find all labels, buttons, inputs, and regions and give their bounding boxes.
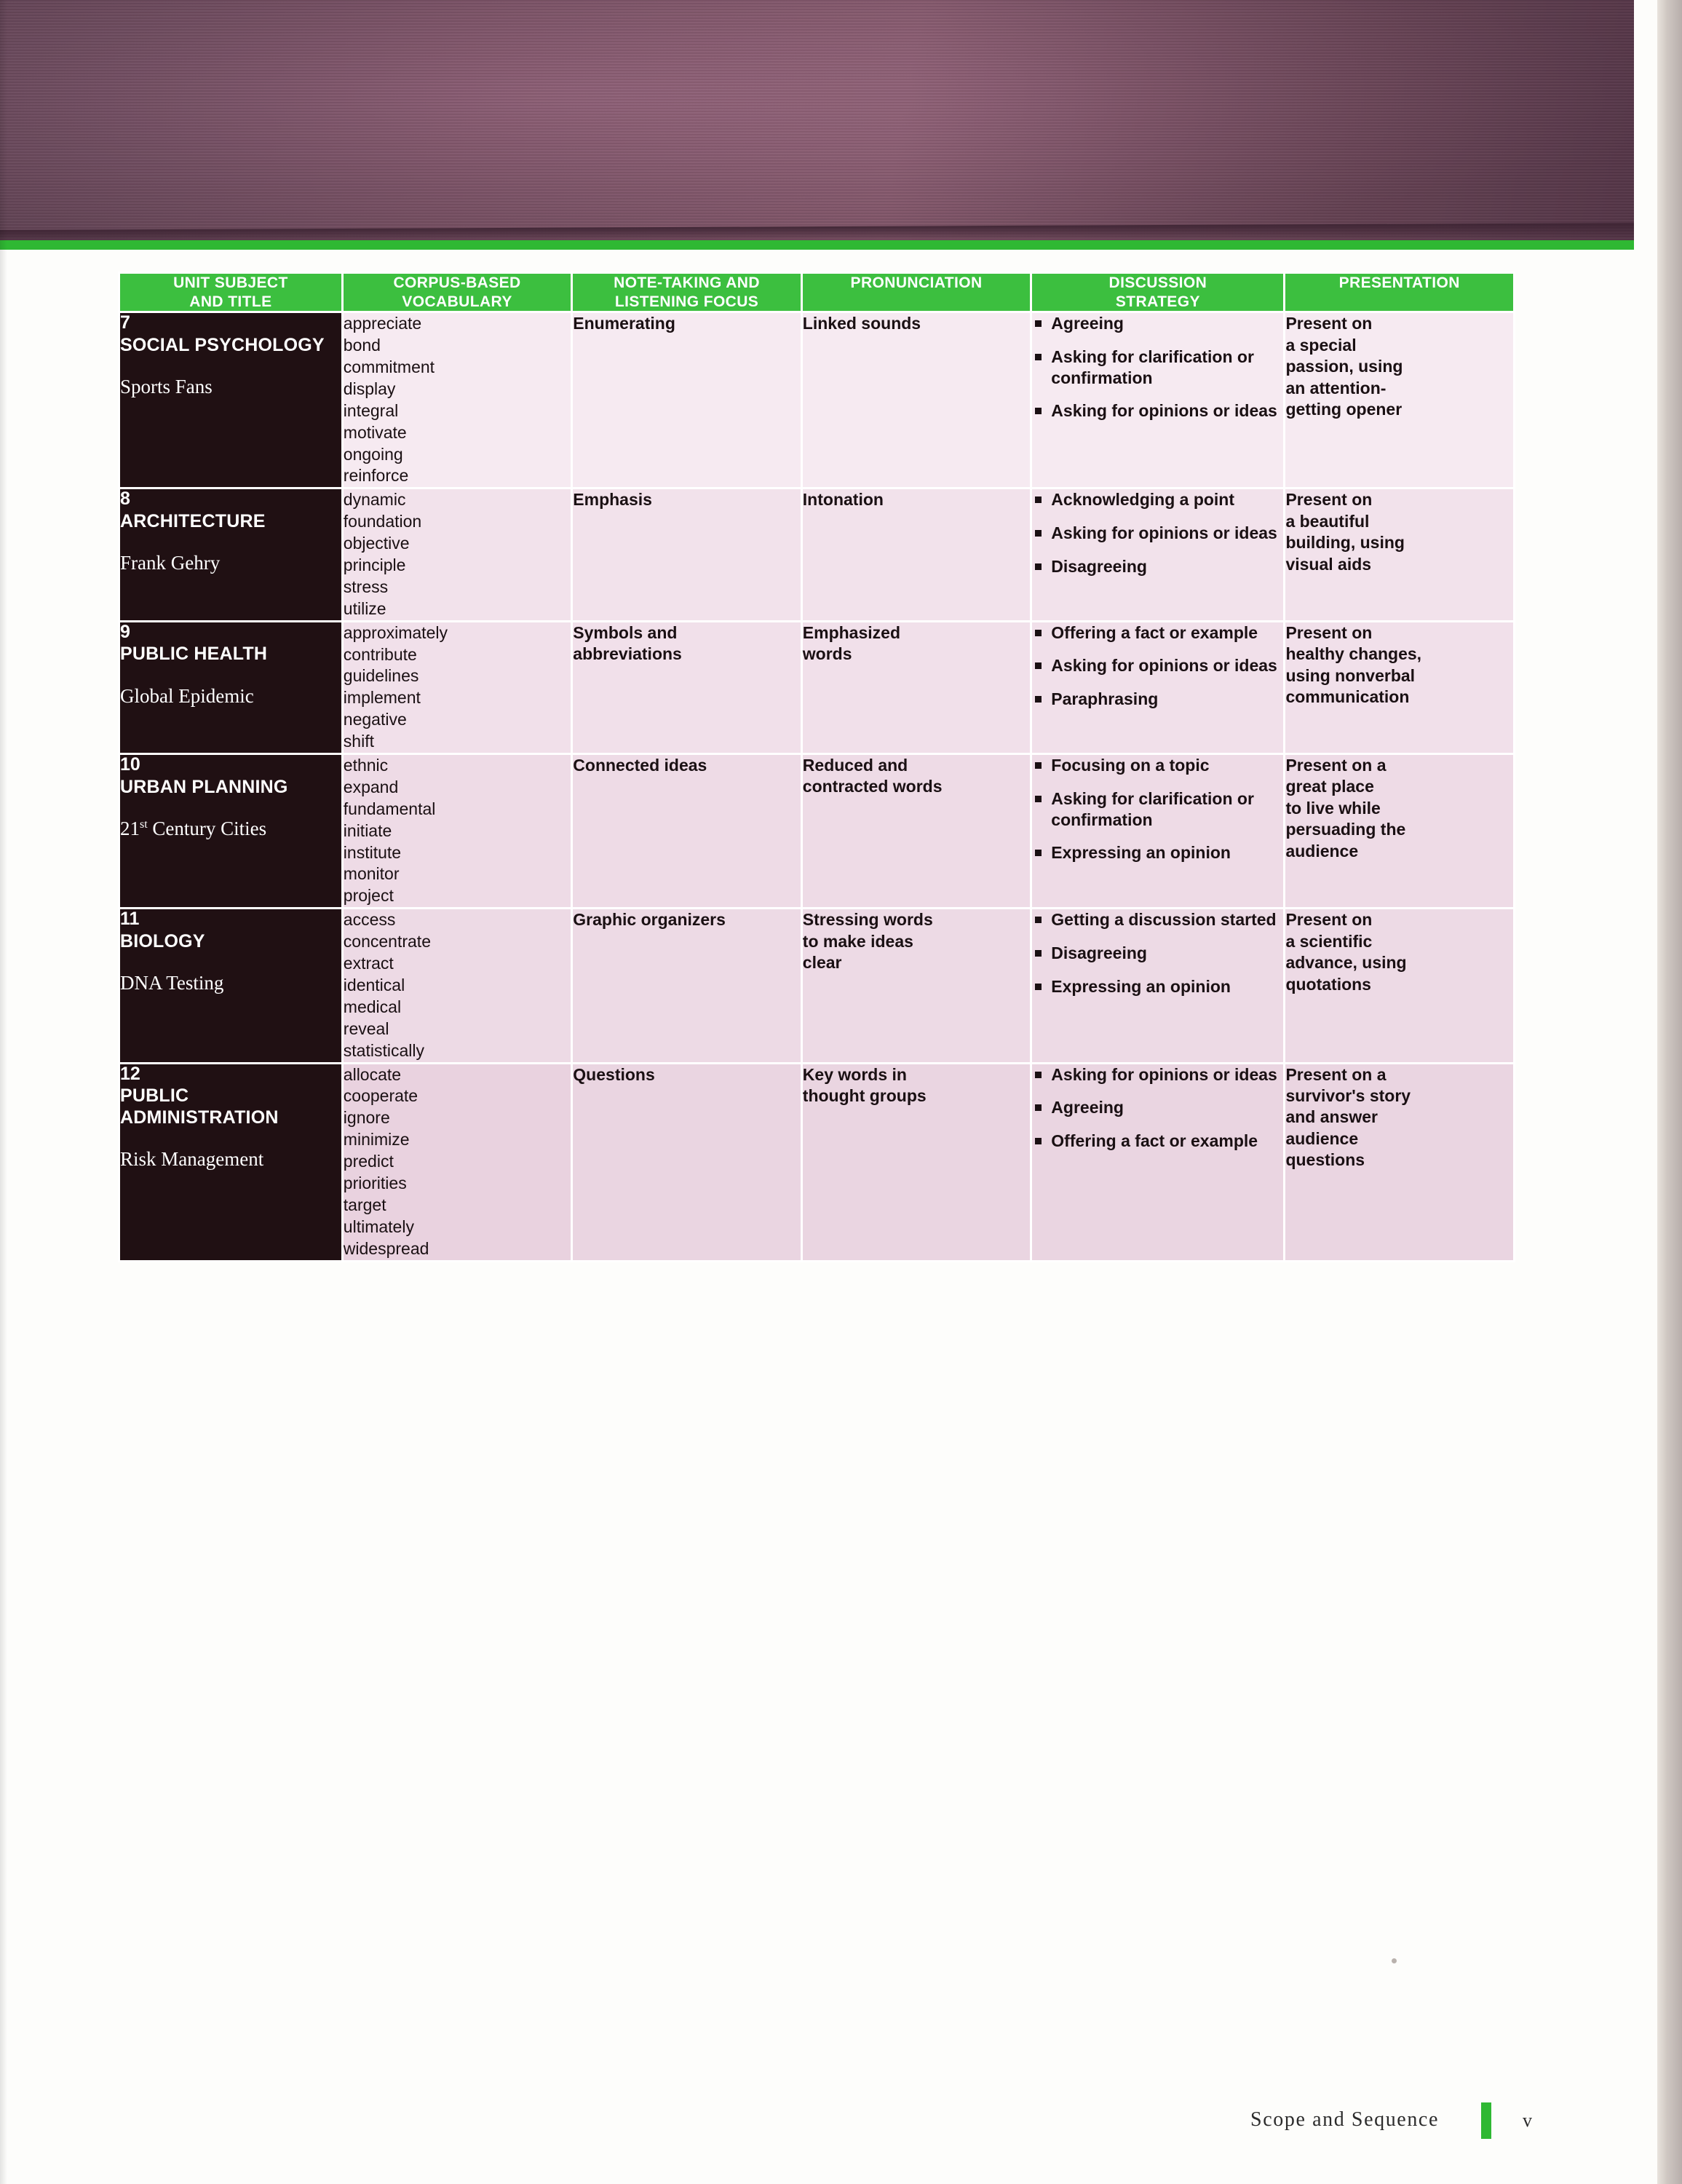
presentation-cell bbox=[1285, 754, 1515, 909]
pronunciation-cell bbox=[801, 312, 1031, 488]
vocabulary-word: commitment bbox=[343, 357, 435, 376]
page-footer bbox=[0, 2101, 1634, 2145]
vocabulary-word: stress bbox=[343, 577, 389, 596]
vocabulary-word: foundation bbox=[343, 512, 422, 531]
presentation-cell bbox=[1285, 909, 1515, 1063]
column-header-line1: UNIT SUBJECT bbox=[173, 274, 288, 291]
column-header-line1: CORPUS-BASED bbox=[393, 274, 521, 291]
pronunciation-cell bbox=[801, 909, 1031, 1063]
footer-section-label: Scope and Sequence bbox=[1250, 2108, 1439, 2131]
vocabulary-word: monitor bbox=[343, 864, 400, 884]
unit-subject: BIOLOGY bbox=[120, 930, 205, 951]
table-header-row bbox=[119, 273, 1515, 312]
column-header-line1: PRONUNCIATION bbox=[850, 274, 983, 291]
presentation-line: Present on bbox=[1285, 910, 1373, 930]
pronunciation-cell bbox=[801, 754, 1031, 909]
list-item: Asking for opinions or ideas bbox=[1032, 655, 1283, 676]
unit-title: Sports Fans bbox=[120, 376, 213, 398]
vocabulary-word: shift bbox=[343, 732, 374, 751]
vocabulary-word: priorities bbox=[343, 1173, 407, 1192]
presentation-line: building, using bbox=[1285, 533, 1405, 553]
discussion-strategy-cell bbox=[1031, 909, 1285, 1063]
unit-subject: URBAN PLANNING bbox=[120, 776, 288, 797]
discussion-strategy-cell bbox=[1031, 488, 1285, 621]
unit-number: 7 bbox=[120, 312, 130, 333]
pronunciation-line: Stressing words bbox=[802, 910, 933, 930]
presentation-line: to live while bbox=[1285, 798, 1381, 818]
presentation-cell bbox=[1285, 488, 1515, 621]
list-item: Focusing on a topic bbox=[1032, 755, 1283, 776]
vocabulary-word: concentrate bbox=[343, 932, 431, 951]
vocabulary-word: extract bbox=[343, 954, 394, 973]
vocabulary-word: statistically bbox=[343, 1040, 424, 1060]
vocabulary-word: predict bbox=[343, 1152, 394, 1171]
discussion-strategy-list bbox=[1032, 489, 1283, 577]
column-header-presentation bbox=[1285, 273, 1515, 312]
vocabulary-word: identical bbox=[343, 975, 405, 994]
vocabulary-word: widespread bbox=[343, 1238, 429, 1258]
table-row bbox=[119, 312, 1515, 488]
list-item: Offering a fact or example bbox=[1032, 1131, 1283, 1152]
column-header-line1: PRESENTATION bbox=[1338, 274, 1460, 291]
unit-subject-cell bbox=[119, 621, 343, 753]
pronunciation-line: Emphasized bbox=[802, 622, 901, 642]
discussion-strategy-list bbox=[1032, 755, 1283, 863]
unit-subject-cell bbox=[119, 754, 343, 909]
pronunciation-line: Reduced and bbox=[802, 756, 908, 775]
column-header-discussion-strategy bbox=[1031, 273, 1285, 312]
presentation-line: Present on bbox=[1285, 490, 1373, 510]
scope-and-sequence-table-wrapper bbox=[118, 272, 1515, 1262]
vocabulary-word: expand bbox=[343, 777, 399, 796]
presentation-line: healthy changes, bbox=[1285, 644, 1422, 664]
unit-subject: SOCIAL PSYCHOLOGY bbox=[120, 334, 325, 355]
pronunciation-cell bbox=[801, 488, 1031, 621]
pronunciation-line: contracted words bbox=[802, 777, 943, 796]
column-header-note-taking-and-listening-focus bbox=[572, 273, 802, 312]
unit-subject-cell bbox=[119, 909, 343, 1063]
scope-and-sequence-table bbox=[118, 272, 1515, 1262]
list-item: Disagreeing bbox=[1032, 556, 1283, 577]
unit-title: Global Epidemic bbox=[120, 684, 254, 707]
unit-number: 8 bbox=[120, 488, 130, 510]
unit-subject-cell bbox=[119, 1063, 343, 1261]
column-header-line2: AND TITLE bbox=[189, 293, 272, 310]
page-number: v bbox=[1523, 2110, 1532, 2131]
presentation-line: communication bbox=[1285, 687, 1410, 706]
list-item: Acknowledging a point bbox=[1032, 489, 1283, 510]
presentation-line: an attention- bbox=[1285, 378, 1387, 397]
vocabulary-cell bbox=[342, 621, 572, 753]
unit-subject: ARCHITECTURE bbox=[120, 510, 266, 531]
table-row bbox=[119, 1063, 1515, 1261]
discussion-strategy-list bbox=[1032, 622, 1283, 710]
vocabulary-word: cooperate bbox=[343, 1086, 418, 1106]
presentation-line: quotations bbox=[1285, 974, 1371, 994]
vocabulary-word: integral bbox=[343, 400, 399, 420]
column-header-line1: NOTE-TAKING AND bbox=[614, 274, 760, 291]
unit-number: 11 bbox=[120, 909, 140, 930]
table-row bbox=[119, 488, 1515, 621]
unit-number: 9 bbox=[120, 621, 130, 642]
list-item: Paraphrasing bbox=[1032, 689, 1283, 710]
vocabulary-word: access bbox=[343, 910, 396, 930]
note-taking-cell bbox=[572, 312, 802, 488]
vocabulary-word: fundamental bbox=[343, 799, 436, 818]
note-taking-line: Emphasis bbox=[573, 490, 652, 510]
vocabulary-word: target bbox=[343, 1195, 386, 1214]
vocabulary-word: objective bbox=[343, 534, 410, 553]
vocabulary-word: medical bbox=[343, 997, 402, 1016]
pronunciation-cell bbox=[801, 1063, 1031, 1261]
unit-subject: PUBLIC ADMINISTRATION bbox=[120, 1085, 279, 1128]
vocabulary-cell bbox=[342, 909, 572, 1063]
presentation-line: audience bbox=[1285, 1128, 1359, 1148]
vocabulary-word: contribute bbox=[343, 644, 417, 664]
vocabulary-word: appreciate bbox=[343, 314, 422, 333]
presentation-line: using nonverbal bbox=[1285, 665, 1416, 685]
unit-title: Frank Gehry bbox=[120, 552, 221, 574]
note-taking-line: Symbols and bbox=[573, 622, 678, 642]
page-header-photo-shading bbox=[0, 0, 1634, 240]
note-taking-line: Enumerating bbox=[573, 314, 675, 333]
presentation-line: passion, using bbox=[1285, 357, 1403, 376]
list-item: Disagreeing bbox=[1032, 943, 1283, 964]
note-taking-cell bbox=[572, 488, 802, 621]
vocabulary-word: ongoing bbox=[343, 444, 403, 464]
unit-title: DNA Testing bbox=[120, 972, 224, 994]
vocabulary-word: approximately bbox=[343, 622, 448, 642]
vocabulary-word: principle bbox=[343, 555, 406, 575]
vocabulary-word: ignore bbox=[343, 1108, 390, 1128]
note-taking-line: abbreviations bbox=[573, 644, 682, 664]
list-item: Expressing an opinion bbox=[1032, 842, 1283, 863]
presentation-line: a special bbox=[1285, 335, 1357, 355]
scan-speck bbox=[1392, 1958, 1397, 1963]
page-right-edge bbox=[1657, 0, 1682, 2184]
list-item: Offering a fact or example bbox=[1032, 622, 1283, 644]
discussion-strategy-cell bbox=[1031, 1063, 1285, 1261]
vocabulary-word: display bbox=[343, 379, 396, 398]
column-header-pronunciation bbox=[801, 273, 1031, 312]
presentation-line: a scientific bbox=[1285, 931, 1373, 951]
list-item: Getting a discussion started bbox=[1032, 909, 1283, 930]
list-item: Agreeing bbox=[1032, 1097, 1283, 1118]
pronunciation-line: to make ideas bbox=[802, 931, 913, 951]
vocabulary-word: guidelines bbox=[343, 666, 419, 686]
presentation-cell bbox=[1285, 621, 1515, 753]
note-taking-cell bbox=[572, 621, 802, 753]
green-divider-rule bbox=[0, 240, 1634, 250]
vocabulary-word: implement bbox=[343, 688, 421, 708]
list-item: Asking for clarification or confirmation bbox=[1032, 788, 1283, 831]
unit-subject-cell bbox=[119, 488, 343, 621]
vocabulary-word: reinforce bbox=[343, 466, 409, 486]
presentation-line: advance, using bbox=[1285, 953, 1407, 973]
vocabulary-word: ultimately bbox=[343, 1216, 414, 1236]
column-header-unit-subject-and-title bbox=[119, 273, 343, 312]
list-item: Asking for opinions or ideas bbox=[1032, 400, 1283, 422]
table-row bbox=[119, 754, 1515, 909]
presentation-line: persuading the bbox=[1285, 820, 1406, 839]
unit-number: 10 bbox=[120, 754, 140, 775]
list-item: Agreeing bbox=[1032, 313, 1283, 334]
pronunciation-line: clear bbox=[802, 953, 842, 973]
discussion-strategy-cell bbox=[1031, 621, 1285, 753]
presentation-cell bbox=[1285, 312, 1515, 488]
list-item: Asking for opinions or ideas bbox=[1032, 523, 1283, 544]
column-header-corpus-based-vocabulary bbox=[342, 273, 572, 312]
vocabulary-word: institute bbox=[343, 842, 402, 862]
note-taking-line: Connected ideas bbox=[573, 756, 707, 775]
list-item: Expressing an opinion bbox=[1032, 976, 1283, 997]
presentation-line: great place bbox=[1285, 777, 1374, 796]
vocabulary-word: dynamic bbox=[343, 490, 406, 510]
vocabulary-cell bbox=[342, 488, 572, 621]
note-taking-line: Questions bbox=[573, 1064, 655, 1084]
unit-number: 12 bbox=[120, 1063, 140, 1084]
presentation-line: and answer bbox=[1285, 1107, 1378, 1127]
footer-green-bar bbox=[1481, 2102, 1491, 2139]
presentation-line: a beautiful bbox=[1285, 511, 1370, 531]
vocabulary-cell bbox=[342, 312, 572, 488]
pronunciation-line: Intonation bbox=[802, 490, 884, 510]
vocabulary-word: minimize bbox=[343, 1130, 410, 1150]
column-header-line2: LISTENING FOCUS bbox=[614, 293, 759, 310]
presentation-line: Present on a bbox=[1285, 756, 1387, 775]
unit-title: 21st Century Cities bbox=[120, 818, 267, 840]
vocabulary-word: utilize bbox=[343, 598, 386, 618]
pronunciation-line: thought groups bbox=[802, 1085, 927, 1105]
note-taking-cell bbox=[572, 909, 802, 1063]
vocabulary-cell bbox=[342, 1063, 572, 1261]
vocabulary-word: negative bbox=[343, 710, 407, 729]
vocabulary-word: initiate bbox=[343, 820, 392, 840]
pronunciation-line: words bbox=[802, 644, 852, 664]
column-header-line1: DISCUSSION bbox=[1108, 274, 1207, 291]
presentation-line: visual aids bbox=[1285, 554, 1372, 574]
page-left-shadow bbox=[0, 0, 7, 2184]
table-row bbox=[119, 621, 1515, 753]
presentation-line: getting opener bbox=[1285, 399, 1403, 419]
column-header-line2: STRATEGY bbox=[1115, 293, 1200, 310]
list-item: Asking for clarification or confirmation bbox=[1032, 347, 1283, 389]
note-taking-line: Graphic organizers bbox=[573, 910, 726, 930]
discussion-strategy-list bbox=[1032, 313, 1283, 422]
pronunciation-line: Key words in bbox=[802, 1064, 907, 1084]
note-taking-cell bbox=[572, 754, 802, 909]
vocabulary-word: reveal bbox=[343, 1018, 389, 1038]
discussion-strategy-list bbox=[1032, 909, 1283, 997]
note-taking-cell bbox=[572, 1063, 802, 1261]
presentation-line: Present on bbox=[1285, 314, 1373, 333]
vocabulary-cell bbox=[342, 754, 572, 909]
unit-title: Risk Management bbox=[120, 1148, 264, 1170]
table-row bbox=[119, 909, 1515, 1063]
presentation-line: questions bbox=[1285, 1150, 1365, 1170]
vocabulary-word: ethnic bbox=[343, 756, 389, 775]
discussion-strategy-cell bbox=[1031, 312, 1285, 488]
pronunciation-line: Linked sounds bbox=[802, 314, 921, 333]
unit-subject-cell bbox=[119, 312, 343, 488]
presentation-line: Present on bbox=[1285, 622, 1373, 642]
presentation-line: survivor's story bbox=[1285, 1085, 1411, 1105]
discussion-strategy-cell bbox=[1031, 754, 1285, 909]
pronunciation-cell bbox=[801, 621, 1031, 753]
vocabulary-word: allocate bbox=[343, 1064, 402, 1084]
discussion-strategy-list bbox=[1032, 1064, 1283, 1152]
vocabulary-word: project bbox=[343, 886, 394, 906]
list-item: Asking for opinions or ideas bbox=[1032, 1064, 1283, 1085]
presentation-line: Present on a bbox=[1285, 1064, 1387, 1084]
vocabulary-word: motivate bbox=[343, 422, 407, 442]
unit-subject: PUBLIC HEALTH bbox=[120, 644, 268, 665]
presentation-cell bbox=[1285, 1063, 1515, 1261]
column-header-line2: VOCABULARY bbox=[402, 293, 512, 310]
presentation-line: audience bbox=[1285, 841, 1359, 860]
vocabulary-word: bond bbox=[343, 336, 381, 355]
